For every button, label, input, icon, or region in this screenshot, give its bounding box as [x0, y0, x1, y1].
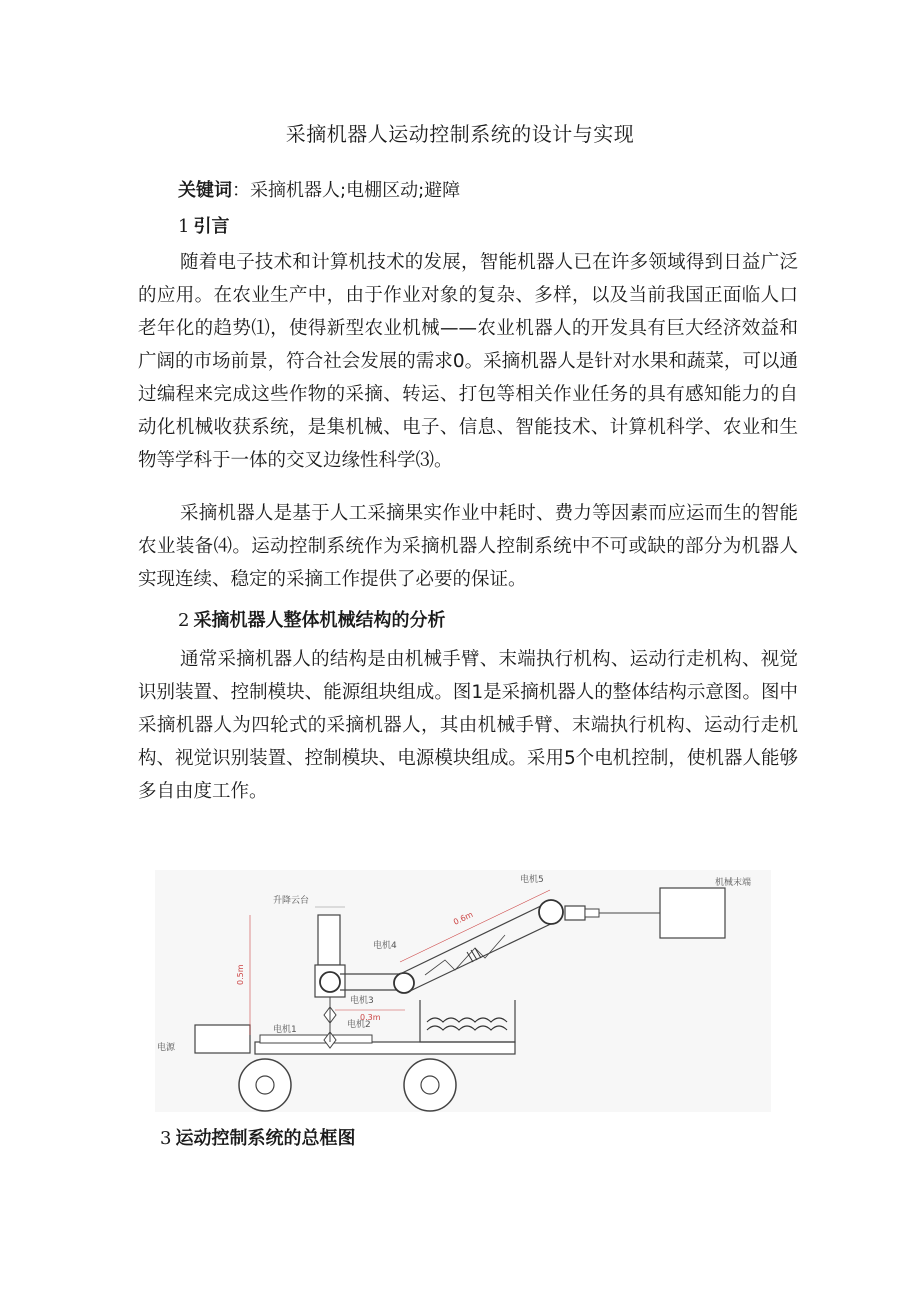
label-power: 电源: [157, 1043, 176, 1053]
keywords-separator: ：: [232, 180, 250, 201]
label-motor3: 电机3: [350, 996, 374, 1006]
dimension-line-arm: [400, 890, 550, 962]
keywords-line: [178, 176, 460, 202]
paragraph-intro-2: 采摘机器人是基于人工采摘果实作业中耗时、费力等因素而应运而生的智能农业装备⑷。运动控制系统作为采摘机器人控制系统中不可或缺的部分为机器人实现连续、稳定的采摘工作提供了必要的保证。: [138, 503, 798, 590]
label-motor2: 电机2: [347, 1020, 371, 1030]
section-title: 引言: [193, 216, 230, 237]
lift-column: [318, 915, 340, 965]
arm-truss: [425, 935, 505, 975]
harvested-fruit: [427, 1018, 507, 1022]
end-effector-box: [660, 888, 725, 938]
section-heading-2: [178, 606, 445, 632]
section-number: 3: [160, 1128, 172, 1149]
label-end-effector: 机械末端: [715, 878, 752, 888]
label-motor5: 电机5: [520, 875, 544, 885]
harvested-fruit: [427, 1026, 507, 1030]
robot-structure-diagram: [155, 870, 771, 1112]
section-number: 2: [178, 610, 190, 631]
section-number: 1: [178, 216, 190, 237]
power-box: [195, 1025, 250, 1053]
fruit-basket: [420, 1000, 515, 1042]
robot-structure-figure: [155, 870, 771, 1112]
label-motor4: 电机4: [373, 941, 397, 951]
section-title: 采摘机器人整体机械结构的分析: [193, 610, 446, 631]
motor5-pulley: [539, 900, 563, 924]
long-arm: [400, 903, 547, 974]
motor-mount-plate: [260, 1035, 372, 1043]
label-lift: 升降云台: [273, 896, 310, 906]
motor3-pulley: [320, 972, 340, 992]
keywords-label: 关键词: [178, 180, 232, 201]
keywords-text: 采摘机器人;电棚区动;避障: [250, 180, 461, 201]
label-dimension-arm: 0.6m: [452, 909, 475, 927]
paragraph-structure: 通常采摘机器人的结构是由机械手臂、末端执行机构、运动行走机构、视觉识别装置、控制模块、能源组块组成。图1是采摘机器人的整体结构示意图。图中采摘机器人为四轮式的采摘机器人，其由机械手臂、末端执行机构、运动行走机构、视觉识别装置、控制模块、电源模块组成。采用5个电机控制，使机器人能够多自由度工作。: [138, 649, 798, 802]
end-effector-joint: [565, 906, 585, 920]
label-dimension-short: 0.3m: [360, 1013, 381, 1022]
label-dimension-vertical: 0.5m: [236, 964, 245, 985]
end-effector-gripper: [585, 909, 599, 917]
section-heading-3: [160, 1124, 355, 1150]
cart-base: [255, 1042, 515, 1054]
document-title: 采摘机器人运动控制系统的设计与实现: [285, 122, 635, 146]
section-title: 运动控制系统的总框图: [175, 1128, 356, 1149]
wheel-hub: [256, 1076, 274, 1094]
label-motor1: 电机1: [273, 1025, 297, 1035]
wheel-hub: [421, 1076, 439, 1094]
section-heading-1: [178, 212, 229, 238]
paragraph-intro-1: 随着电子技术和计算机技术的发展，智能机器人已在许多领域得到日益广泛的应用。在农业生产中，由于作业对象的复杂、多样，以及当前我国正面临人口老年化的趋势⑴，使得新型农业机械——农业机器人的开发具有巨大经济效益和广阔的市场前景，符合社会发展的需求0。采摘机器人是针对水果和蔬菜，可以通过编程来完成这些作物的采摘、转运、打包等相关作业任务的具有感知能力的自动化机械收获系统，是集机械、电子、信息、智能技术、计算机科学、农业和生物等学科于一体的交叉边缘性科学⑶。: [138, 252, 798, 471]
